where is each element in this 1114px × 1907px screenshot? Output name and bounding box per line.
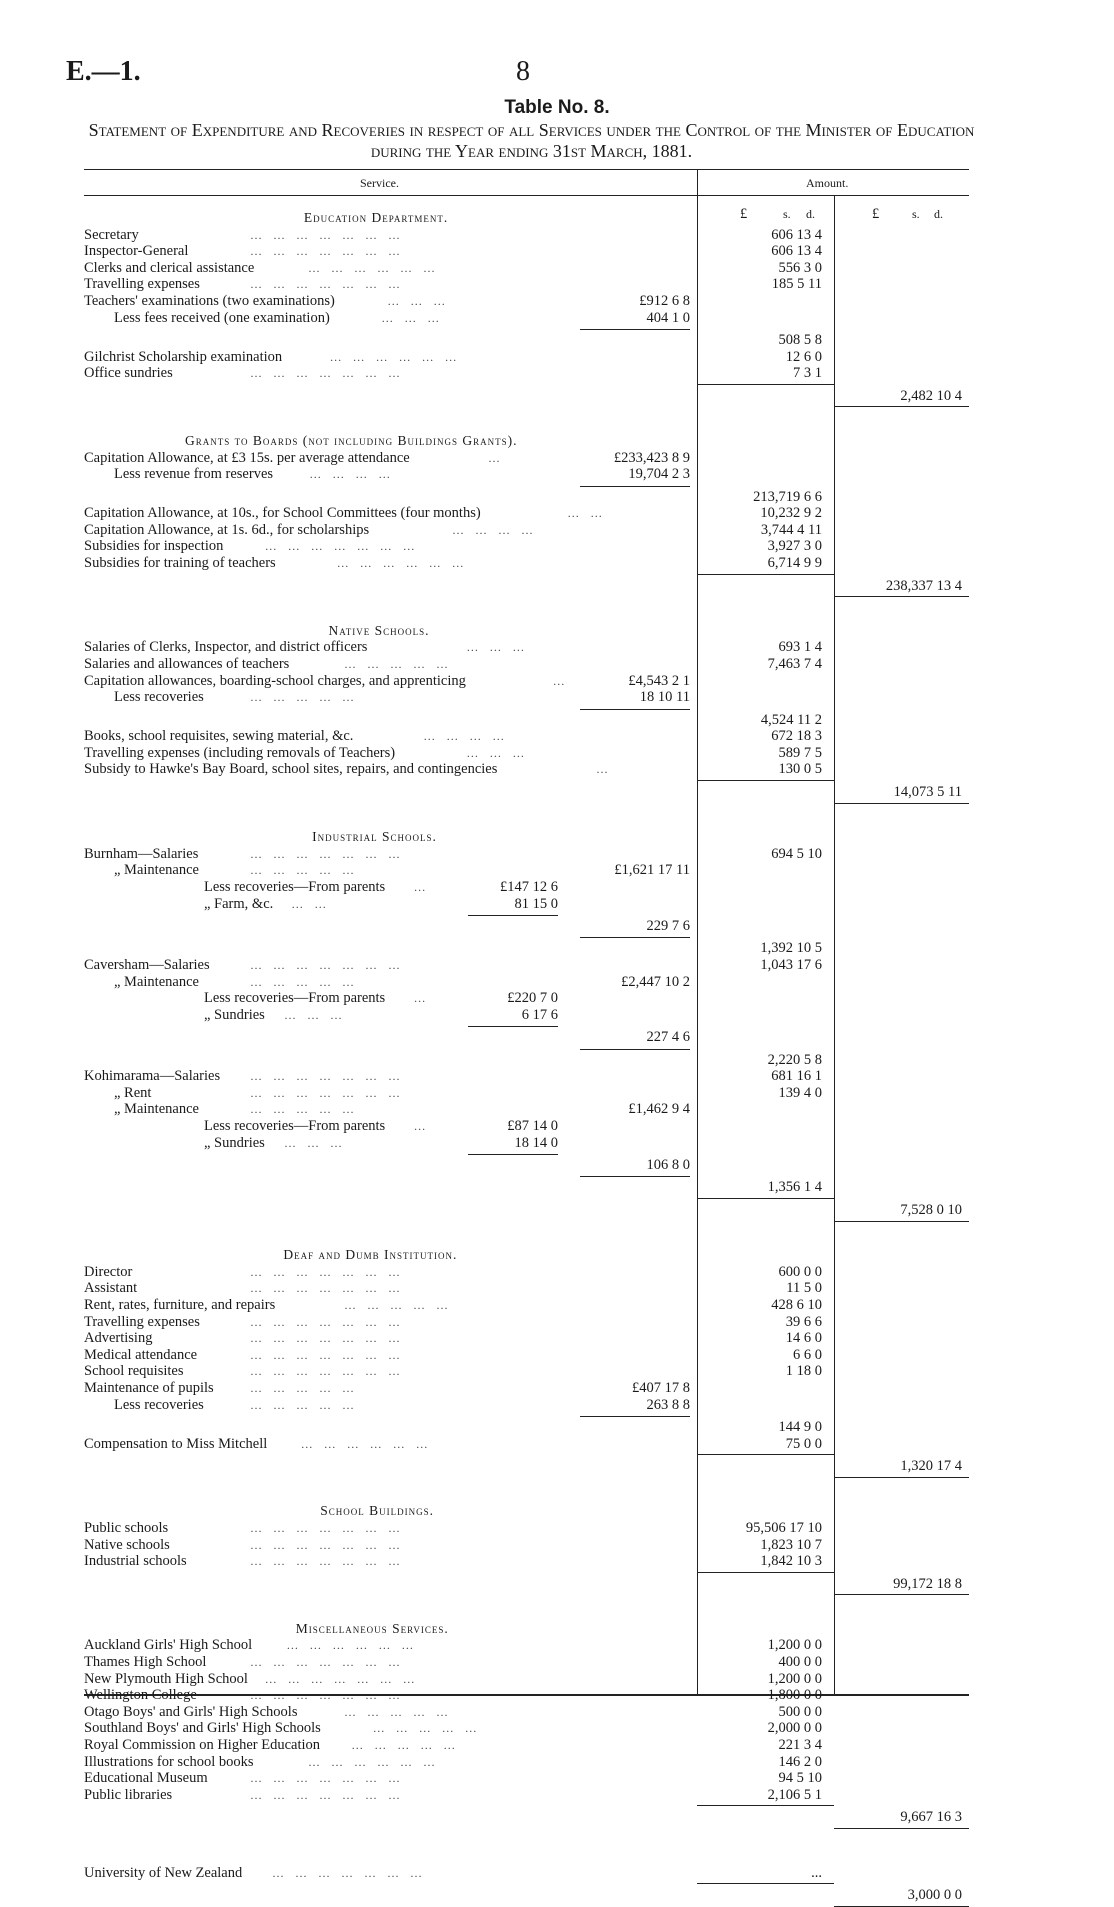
row-label: Capitation Allowance, at 1s. 6d., for scholarships (84, 521, 370, 538)
line-amount: 589 7 5 (778, 744, 822, 761)
leader-dots: … … … … (452, 522, 537, 537)
row-label: Travelling expenses (including removals of Teachers) (84, 744, 396, 761)
row-label: „ Maintenance (114, 973, 199, 990)
leader-dots: … … … … … … … (250, 277, 404, 292)
leader-dots: … … … … … (372, 1721, 481, 1736)
shilling-unit-label-total: s. (912, 207, 920, 221)
section-title: Miscellaneous Services. (295, 1620, 449, 1636)
leader-dots: … … … … … … … (250, 957, 404, 972)
line-amount: 3,927 3 0 (767, 538, 822, 555)
amount-column-divider (697, 169, 698, 1694)
subtotal-rule (580, 937, 690, 938)
line-amount: 681 16 1 (771, 1068, 822, 1085)
line-amount: 39 6 6 (785, 1313, 822, 1330)
leader-dots: … … … (284, 1007, 346, 1022)
line-amount: 1,800 0 0 (767, 1687, 822, 1704)
table-title: Table No. 8. (504, 97, 610, 118)
leader-dots: … … … … … … … (250, 227, 404, 242)
page-number: 8 (516, 56, 530, 87)
leader-dots: … … … (284, 1135, 346, 1150)
leader-dots: … … … (387, 294, 450, 308)
line-amount: 400 0 0 (778, 1654, 822, 1671)
row-label: Subsidies for inspection (84, 538, 224, 555)
section-sum-rule (697, 574, 834, 575)
amount-column-header: Amount. (806, 176, 849, 190)
leader-dots: … … … (466, 640, 529, 655)
section-total-amount: 3,000 0 0 (907, 1887, 962, 1904)
row-label: Native schools (84, 1536, 170, 1553)
leader-dots: … … … … … … … (250, 366, 404, 381)
leader-dots: … … … … … … (308, 260, 439, 275)
subtotal-rule (468, 1026, 558, 1027)
leader-dots: … … … … … … … (250, 1520, 404, 1535)
line-amount: 1,200 0 0 (767, 1670, 822, 1687)
row-label: „ Sundries (204, 1134, 265, 1151)
row-label: Illustrations for school books (84, 1753, 254, 1770)
section-title: Education Department. (303, 210, 449, 225)
line-amount: 185 5 11 (771, 276, 822, 293)
row-label: Less revenue from reserves (114, 466, 274, 483)
leader-dots: … … … … … … … (264, 1671, 419, 1686)
section-title: Native Schools. (328, 622, 430, 638)
line-amount: 75 0 0 (785, 1435, 822, 1452)
line-amount: 508 5 8 (778, 332, 822, 348)
leader-dots: … … … … … (250, 863, 358, 878)
line-amount: 2,000 0 0 (767, 1720, 822, 1737)
row-label: Thames High School (84, 1654, 207, 1671)
row-label: Public schools (84, 1519, 169, 1536)
leader-dots: … … … … … (344, 656, 452, 671)
line-amount: 12 6 0 (785, 348, 822, 365)
line-amount: 14 6 0 (785, 1330, 822, 1347)
leader-dots: … … … … … … … (250, 1364, 404, 1379)
section-total-amount: 99,172 18 8 (893, 1575, 962, 1592)
row-label: Southland Boys' and Girls' High Schools (84, 1720, 321, 1737)
table-subtitle: Statement of Expenditure and Recoveries in respect of all Services under the Control of the Minister of Education during the Year ending 31st March, 1881. (88, 120, 975, 161)
subtotal-inner-amount: 81 15 0 (514, 895, 558, 912)
line-amount: 7 3 1 (793, 365, 822, 382)
line-amount: 693 1 4 (778, 639, 822, 656)
section-sum-rule (697, 1454, 834, 1455)
row-label: Compensation to Miss Mitchell (84, 1435, 268, 1452)
section-total-amount: 7,528 0 10 (900, 1201, 962, 1218)
line-amount: 2,106 5 1 (767, 1786, 822, 1803)
leader-dots: … … … … … … … (250, 1085, 404, 1100)
subtotal-amount: £1,462 9 4 (628, 1101, 690, 1118)
line-amount: 7,463 7 4 (767, 655, 822, 672)
line-amount: 2,220 5 8 (767, 1051, 822, 1068)
row-label: Rent, rates, furniture, and repairs (84, 1296, 276, 1313)
leader-dots: … … … … … (250, 1397, 358, 1412)
line-amount: 500 0 0 (778, 1703, 822, 1720)
section-title: Deaf and Dumb Institution. (283, 1247, 458, 1263)
subtotal-inner-amount: £147 12 6 (500, 878, 558, 895)
subtotal-amount: £2,447 10 2 (621, 973, 690, 990)
leader-dots: … … … … … … (300, 1436, 432, 1451)
row-label: Public libraries (84, 1786, 173, 1803)
row-label: Inspector-General (84, 243, 189, 260)
row-label: University of New Zealand (84, 1864, 243, 1881)
line-amount: 213,719 6 6 (753, 488, 822, 505)
leader-dots: … … … … … (250, 974, 358, 989)
section-sum-rule (697, 1198, 834, 1199)
leader-dots: … (488, 450, 504, 465)
row-label: Auckland Girls' High School (84, 1637, 253, 1654)
subtotal-amount: £912 6 8 (639, 293, 690, 309)
row-label: Otago Boys' and Girls' High Schools (84, 1703, 298, 1720)
section-total-rule (834, 1594, 969, 1595)
row-label: „ Sundries (204, 1006, 265, 1023)
subtotal-amount: £4,543 2 1 (628, 672, 690, 689)
row-label: Caversham—Salaries (84, 956, 210, 973)
line-amount: 1,200 0 0 (767, 1637, 822, 1654)
line-amount: 606 13 4 (771, 226, 822, 243)
row-label: Secretary (84, 226, 139, 243)
subtotal-rule (580, 329, 690, 330)
leader-dots: … … … (466, 745, 529, 760)
subtotal-amount: £407 17 8 (632, 1379, 690, 1396)
subtotal-amount: £233,423 8 9 (613, 449, 690, 466)
section-sum-rule (697, 1572, 834, 1573)
section-total-rule (834, 406, 969, 407)
subtotal-rule (468, 915, 558, 916)
header-bottom-rule (84, 195, 969, 196)
leader-dots: … … … … … (344, 1297, 452, 1312)
line-amount: 94 5 10 (778, 1770, 822, 1787)
row-label: Industrial schools (84, 1553, 187, 1570)
leader-dots: … … … … … … … (250, 1655, 404, 1670)
row-label: Less recoveries—From parents (204, 990, 386, 1007)
row-label: School requisites (84, 1363, 184, 1380)
leader-dots: … … … … … … … (250, 244, 404, 259)
line-amount: 1 18 0 (785, 1363, 822, 1380)
row-label: Subsidies for training of teachers (84, 554, 276, 571)
section-sum-rule (697, 780, 834, 781)
section-total-amount: 238,337 13 4 (885, 577, 962, 594)
row-label: Salaries of Clerks, Inspector, and district officers (84, 639, 368, 656)
section-total-amount: 1,320 17 4 (900, 1458, 962, 1475)
leader-dots: … … … … … … … (250, 1554, 404, 1569)
subtotal-inner-amount: £87 14 0 (507, 1117, 558, 1134)
line-amount: 1,842 10 3 (760, 1553, 822, 1570)
line-amount: 221 3 4 (778, 1737, 822, 1754)
subtotal-rule (580, 486, 690, 487)
row-label: Less recoveries (114, 1396, 204, 1413)
section-title: Industrial Schools. (312, 829, 437, 845)
row-label: Assistant (84, 1280, 138, 1297)
line-amount: 11 5 0 (786, 1280, 822, 1297)
leader-dots: … … … … … … … (250, 1331, 404, 1346)
line-amount: 10,232 9 2 (760, 505, 822, 522)
pound-unit-label-total: £ (872, 206, 880, 222)
line-amount: 1,356 1 4 (767, 1179, 822, 1196)
leader-dots: … … … … … (351, 1738, 460, 1753)
section-sum-rule (697, 1805, 834, 1806)
leader-dots: … … … (381, 310, 444, 325)
leader-dots: … … … … … (250, 1380, 358, 1395)
leader-dots: … … (567, 506, 607, 521)
row-label: Advertising (84, 1330, 153, 1347)
row-label: Subsidy to Hawke's Bay Board, school sites, repairs, and contingencies (84, 761, 498, 778)
table-top-rule (84, 169, 969, 170)
leader-dots: … (413, 879, 430, 894)
shilling-unit-label: s. (783, 207, 791, 221)
subtotal-inner-amount: 18 14 0 (514, 1134, 558, 1151)
row-label: Medical attendance (84, 1346, 198, 1363)
line-amount: 146 2 0 (778, 1753, 822, 1770)
section-total-rule (834, 1477, 969, 1478)
row-label: „ Farm, &c. (204, 895, 274, 912)
document-code: E.—1. (66, 56, 141, 87)
leader-dots: … … … … … … … (250, 1281, 404, 1296)
line-amount: 606 13 4 (771, 243, 822, 260)
section-total-amount: 2,482 10 4 (900, 387, 962, 404)
line-amount: 600 0 0 (778, 1263, 822, 1280)
leader-dots: … … … … (423, 729, 509, 744)
subtotal-amount: 19,704 2 3 (628, 466, 690, 483)
row-label: Capitation allowances, boarding-school charges, and apprenticing (84, 672, 466, 689)
leader-dots: … … … … … … … (250, 1688, 404, 1703)
leader-dots: … (413, 1118, 430, 1133)
leader-dots: … … … … (309, 467, 395, 482)
row-label: Office sundries (84, 365, 173, 382)
row-label: Burnham—Salaries (84, 845, 199, 862)
row-label: Travelling expenses (84, 1313, 200, 1330)
subtotal-amount: £1,621 17 11 (614, 862, 690, 879)
leader-dots: … … … … … (344, 1704, 452, 1719)
section-total-rule (834, 1221, 969, 1222)
line-amount: 3,744 4 11 (760, 521, 822, 538)
line-amount: ... (811, 1864, 822, 1881)
subtotal-inner-amount: £220 7 0 (507, 990, 558, 1007)
line-amount: 139 4 0 (778, 1084, 822, 1101)
pound-unit-label: £ (740, 206, 748, 222)
leader-dots: … (413, 991, 430, 1006)
section-title: Grants to Boards (not including Buildings Grants). (185, 432, 518, 448)
leader-dots: … (552, 673, 569, 688)
subtotal-inner-amount: 6 17 6 (521, 1006, 558, 1023)
service-column-header: Service. (360, 176, 399, 190)
row-label: Less recoveries (114, 689, 204, 706)
row-label: Capitation Allowance, at 10s., for School Committees (four months) (84, 505, 481, 522)
leader-dots: … … … … … … … (250, 1537, 404, 1552)
row-label: „ Rent (114, 1084, 152, 1101)
subtotal-rule (580, 1176, 690, 1177)
leader-dots: … … … … … … … (250, 1264, 404, 1279)
subtotal-amount: 263 8 8 (646, 1396, 690, 1413)
leader-dots: … … … … … … (308, 1754, 439, 1769)
pence-unit-label: d. (806, 207, 815, 221)
row-label: Books, school requisites, sewing material, &c. (84, 728, 354, 745)
row-label: „ Maintenance (114, 862, 199, 879)
section-sum-rule (697, 1883, 834, 1884)
leader-dots: … … … … … … … (250, 1787, 404, 1802)
row-label: Clerks and clerical assistance (84, 259, 255, 276)
section-total-amount: 14,073 5 11 (893, 783, 962, 800)
section-title: School Buildings. (320, 1503, 435, 1519)
leader-dots: … … … … … … … (264, 539, 419, 554)
section-sum-rule (697, 384, 834, 385)
line-amount: 144 9 0 (778, 1418, 822, 1435)
leader-dots: … … … … … … … (250, 1069, 404, 1084)
row-label: Kohimarama—Salaries (84, 1068, 221, 1085)
leader-dots: … (596, 762, 612, 777)
section-total-rule (834, 596, 969, 597)
subtotal-rule (580, 709, 690, 710)
row-label: New Plymouth High School (84, 1670, 248, 1687)
row-label: Educational Museum (84, 1770, 208, 1787)
subtotal-amount: 18 10 11 (639, 689, 690, 706)
line-amount: 556 3 0 (778, 259, 822, 276)
leader-dots: … … … … … (250, 690, 358, 705)
leader-dots: … … … … … … … (250, 1314, 404, 1329)
row-label: Less recoveries—From parents (204, 878, 386, 895)
leader-dots: … … … … … … (286, 1638, 418, 1653)
line-amount: 1,043 17 6 (760, 956, 822, 973)
subtotal-amount: 229 7 6 (646, 917, 690, 934)
leader-dots: … … … … … … (329, 349, 461, 364)
row-label: Royal Commission on Higher Education (84, 1737, 321, 1754)
subtotal-amount: 106 8 0 (646, 1156, 690, 1173)
subtotal-amount: 227 4 6 (646, 1029, 690, 1046)
row-label: Travelling expenses (84, 276, 200, 293)
subtotal-amount: 404 1 0 (646, 309, 690, 326)
line-amount: 6,714 9 9 (767, 554, 822, 571)
section-total-rule (834, 1828, 969, 1829)
row-label: Less fees received (one examination) (114, 309, 330, 326)
line-amount: 1,392 10 5 (760, 940, 822, 957)
row-label: Capitation Allowance, at £3 15s. per average attendance (84, 449, 410, 466)
line-amount: 1,823 10 7 (760, 1536, 822, 1553)
row-label: „ Maintenance (114, 1101, 199, 1118)
line-amount: 672 18 3 (771, 728, 822, 745)
line-amount: 130 0 5 (778, 761, 822, 778)
total-column-divider (834, 195, 835, 1694)
row-label: Teachers' examinations (two examinations) (84, 293, 335, 309)
pence-unit-label-total: d. (934, 207, 943, 221)
subtotal-rule (468, 1154, 558, 1155)
row-label: Salaries and allowances of teachers (84, 655, 290, 672)
leader-dots: … … … … … … … (250, 1347, 404, 1362)
row-label: Gilchrist Scholarship examination (84, 348, 283, 365)
subtotal-rule (580, 1049, 690, 1050)
subtotal-rule (580, 1416, 690, 1417)
row-label: Wellington College (84, 1687, 197, 1704)
leader-dots: … … (291, 896, 331, 911)
line-amount: 6 6 0 (793, 1346, 822, 1363)
leader-dots: … … … … … … … (272, 1865, 426, 1880)
line-amount: 4,524 11 2 (760, 711, 822, 728)
leader-dots: … … … … … … … (250, 846, 404, 861)
row-label: Maintenance of pupils (84, 1379, 214, 1396)
line-amount: 95,506 17 10 (745, 1519, 822, 1536)
leader-dots: … … … … … … (336, 555, 468, 570)
leader-dots: … … … … … (250, 1102, 358, 1117)
leader-dots: … … … … … … … (250, 1771, 404, 1786)
section-total-rule (834, 803, 969, 804)
row-label: Less recoveries—From parents (204, 1117, 386, 1134)
line-amount: 428 6 10 (771, 1296, 822, 1313)
row-label: Director (84, 1263, 133, 1280)
section-total-amount: 9,667 16 3 (900, 1809, 962, 1826)
line-amount: 694 5 10 (771, 845, 822, 862)
